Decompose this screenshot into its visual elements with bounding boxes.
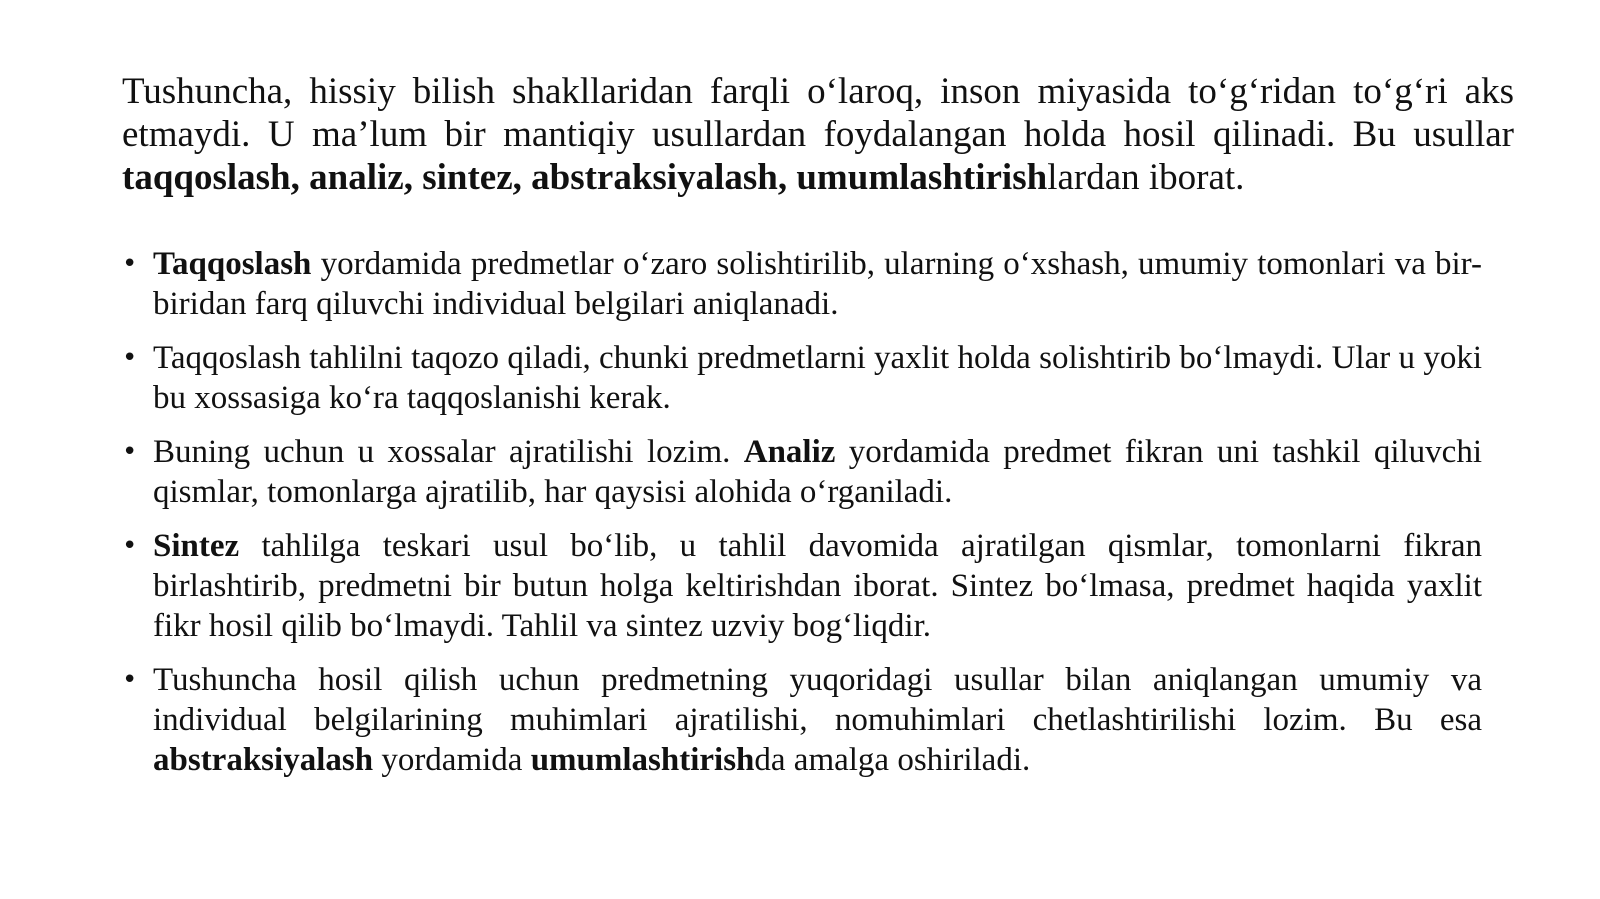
intro-methods-bold: taqqoslash, analiz, sintez, abstraksiyalash, umumlashtirish [122,157,1048,198]
bullet-list [122,244,1482,794]
bullet-text: da amalga oshiriladi. [754,742,1031,778]
term-sintez: Sintez [153,528,240,564]
bullet-dot-icon: • [122,665,138,695]
intro-paragraph [122,70,1514,199]
bullet-text: Buning uchun u xossalar ajratilishi lozim. [153,434,744,470]
bullet-text: yordamida predmet fikran uni tashkil qiluvchi qismlar, tomonlarga ajratilib, har qaysisi alohida o‘rganiladi. [153,434,1482,510]
bullet-dot-icon: • [122,249,138,279]
term-abstraksiyalash: abstraksiyalash [153,742,374,778]
bullet-dot-icon: • [122,531,138,561]
bullet-text: tahlilga teskari usul bo‘lib, u tahlil davomida ajratilgan qismlar, tomonlarni fikran birlashtirib, predmetni bir butun holga keltirishdan iborat. Sintez bo‘lmasa, predmet haqida yaxlit fikr hosil qilib bo‘lmaydi. Tahlil va sintez uzviy bog‘liqdir. [153,528,1482,644]
bullet-item-analiz [122,432,1482,512]
bullet-text: yordamida [373,742,531,778]
bullet-text: Taqqoslash tahlilni taqozo qiladi, chunki predmetlarni yaxlit holda solishtirib bo‘lmaydi. Ular u yoki bu xossasiga ko‘ra taqqoslanishi kerak. [153,340,1482,416]
term-taqqoslash: Taqqoslash [153,246,312,282]
bullet-dot-icon: • [122,343,138,373]
intro-text: Tushuncha, hissiy bilish shakllaridan farqli o‘laroq, inson miyasida to‘g‘ridan to‘g‘ri aks etmaydi. U ma’lum bir mantiqiy usullardan foydalangan holda hosil qilinadi. Bu usullar [122,71,1514,155]
bullet-item-taqqoslash [122,244,1482,324]
intro-text-end: lardan iborat. [1047,157,1245,198]
bullet-item-taqqoslash-tahlil [122,338,1482,418]
bullet-item-abstraksiyalash [122,660,1482,780]
term-umumlashtirish: umumlashtirish [530,742,755,778]
bullet-text: yordamida predmetlar o‘zaro solishtirilib, ularning o‘xshash, umumiy tomonlari va bir-biridan farq qiluvchi individual belgilari aniqlanadi. [153,246,1482,322]
bullet-dot-icon: • [122,437,138,467]
bullet-text: Tushuncha hosil qilish uchun predmetning yuqoridagi usullar bilan aniqlangan umumiy va individual belgilarining muhimlari ajratilishi, nomuhimlari chetlashtirilishi lozim. Bu esa [153,662,1482,738]
bullet-item-sintez [122,526,1482,646]
term-analiz: Analiz [743,434,836,470]
